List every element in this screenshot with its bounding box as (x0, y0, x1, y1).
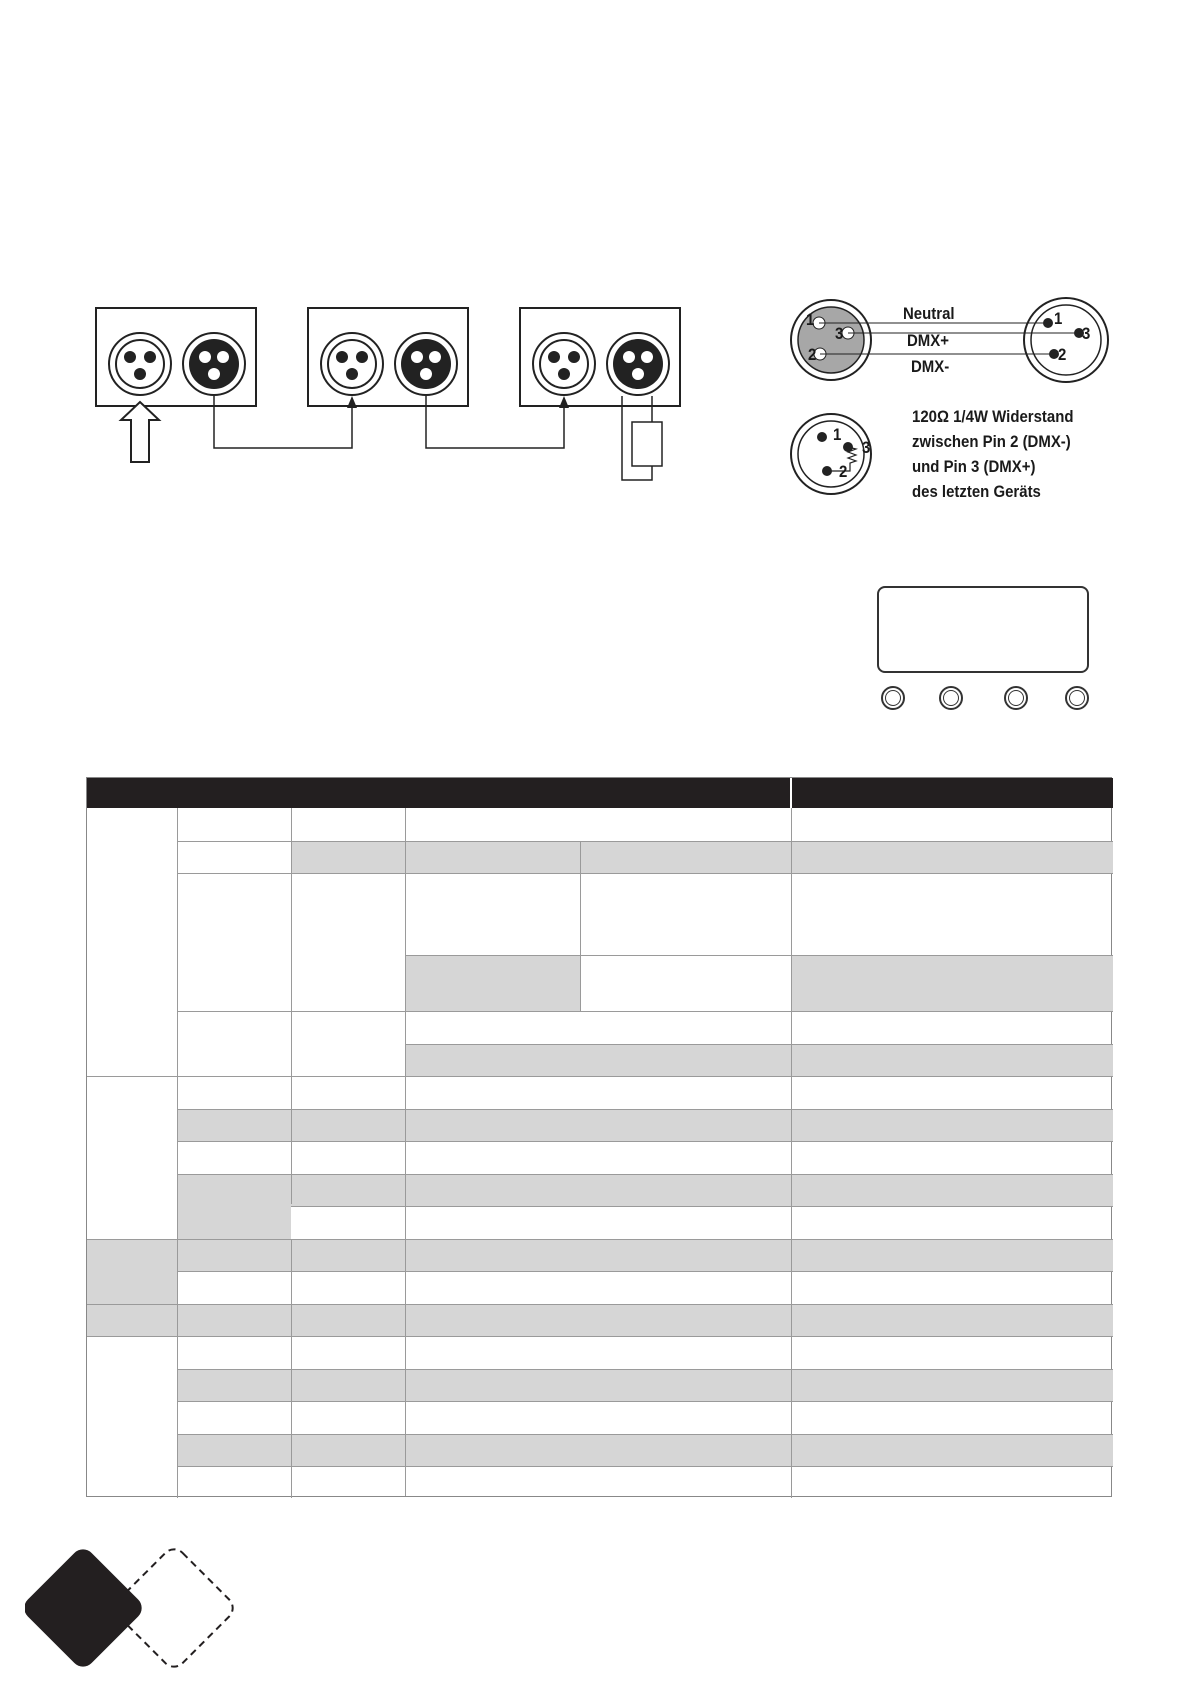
panel-button-1[interactable] (881, 686, 905, 710)
table-row (177, 1369, 1113, 1401)
signal-label-dmx-plus: DMX+ (907, 331, 949, 350)
terminator-note-line-2: zwischen Pin 2 (DMX-) (912, 432, 1071, 451)
fixture-1-input-socket (109, 333, 171, 395)
pin-label-left-2: 2 (808, 345, 817, 364)
pin-label-left-3: 3 (835, 324, 844, 343)
terminator-pin-label-2: 2 (839, 462, 848, 481)
table-row (87, 1239, 177, 1304)
table-row (87, 1239, 1113, 1271)
table-row (792, 955, 1113, 1011)
terminator-pin-label-1: 1 (833, 425, 842, 444)
page-corner-diamond-icon (25, 1545, 245, 1675)
signal-label-dmx-minus: DMX- (911, 357, 950, 376)
table-row (291, 841, 1113, 873)
fixture-3-input-socket (533, 333, 595, 395)
pin-label-left-1: 1 (806, 310, 815, 329)
table-row (177, 1109, 1113, 1141)
terminator-pin-label-3: 3 (862, 438, 871, 457)
panel-button-4[interactable] (1065, 686, 1089, 710)
table-header-right (792, 778, 1113, 808)
pin-label-right-1: 1 (1054, 309, 1063, 328)
fixture-3-output-socket (607, 333, 669, 395)
table-row (177, 1174, 291, 1239)
table-row (177, 1174, 1113, 1206)
table-row (405, 1044, 1113, 1076)
fixture-2-output-socket (395, 333, 457, 395)
table-header-left (87, 778, 790, 808)
table-row (87, 1304, 1113, 1336)
terminator-note-line-3: und Pin 3 (DMX+) (912, 457, 1036, 476)
dmx-input-arrow (121, 402, 159, 462)
signal-label-neutral: Neutral (903, 304, 955, 323)
terminator-resistor (622, 396, 662, 480)
dmx-chain-diagram (86, 300, 686, 500)
table-row (177, 1434, 1113, 1466)
pin-label-right-2: 2 (1058, 345, 1067, 364)
panel-button-3[interactable] (1004, 686, 1028, 710)
lcd-display (877, 586, 1089, 673)
pin-label-right-3: 3 (1082, 324, 1091, 343)
table-row (405, 955, 580, 1011)
fixture-1-output-socket (183, 333, 245, 395)
menu-structure-table (86, 777, 1112, 1497)
terminator-note-line-4: des letzten Geräts (912, 482, 1041, 501)
fixture-2-input-socket (321, 333, 383, 395)
terminator-note-line-1: 120Ω 1/4W Widerstand (912, 407, 1074, 426)
panel-button-2[interactable] (939, 686, 963, 710)
